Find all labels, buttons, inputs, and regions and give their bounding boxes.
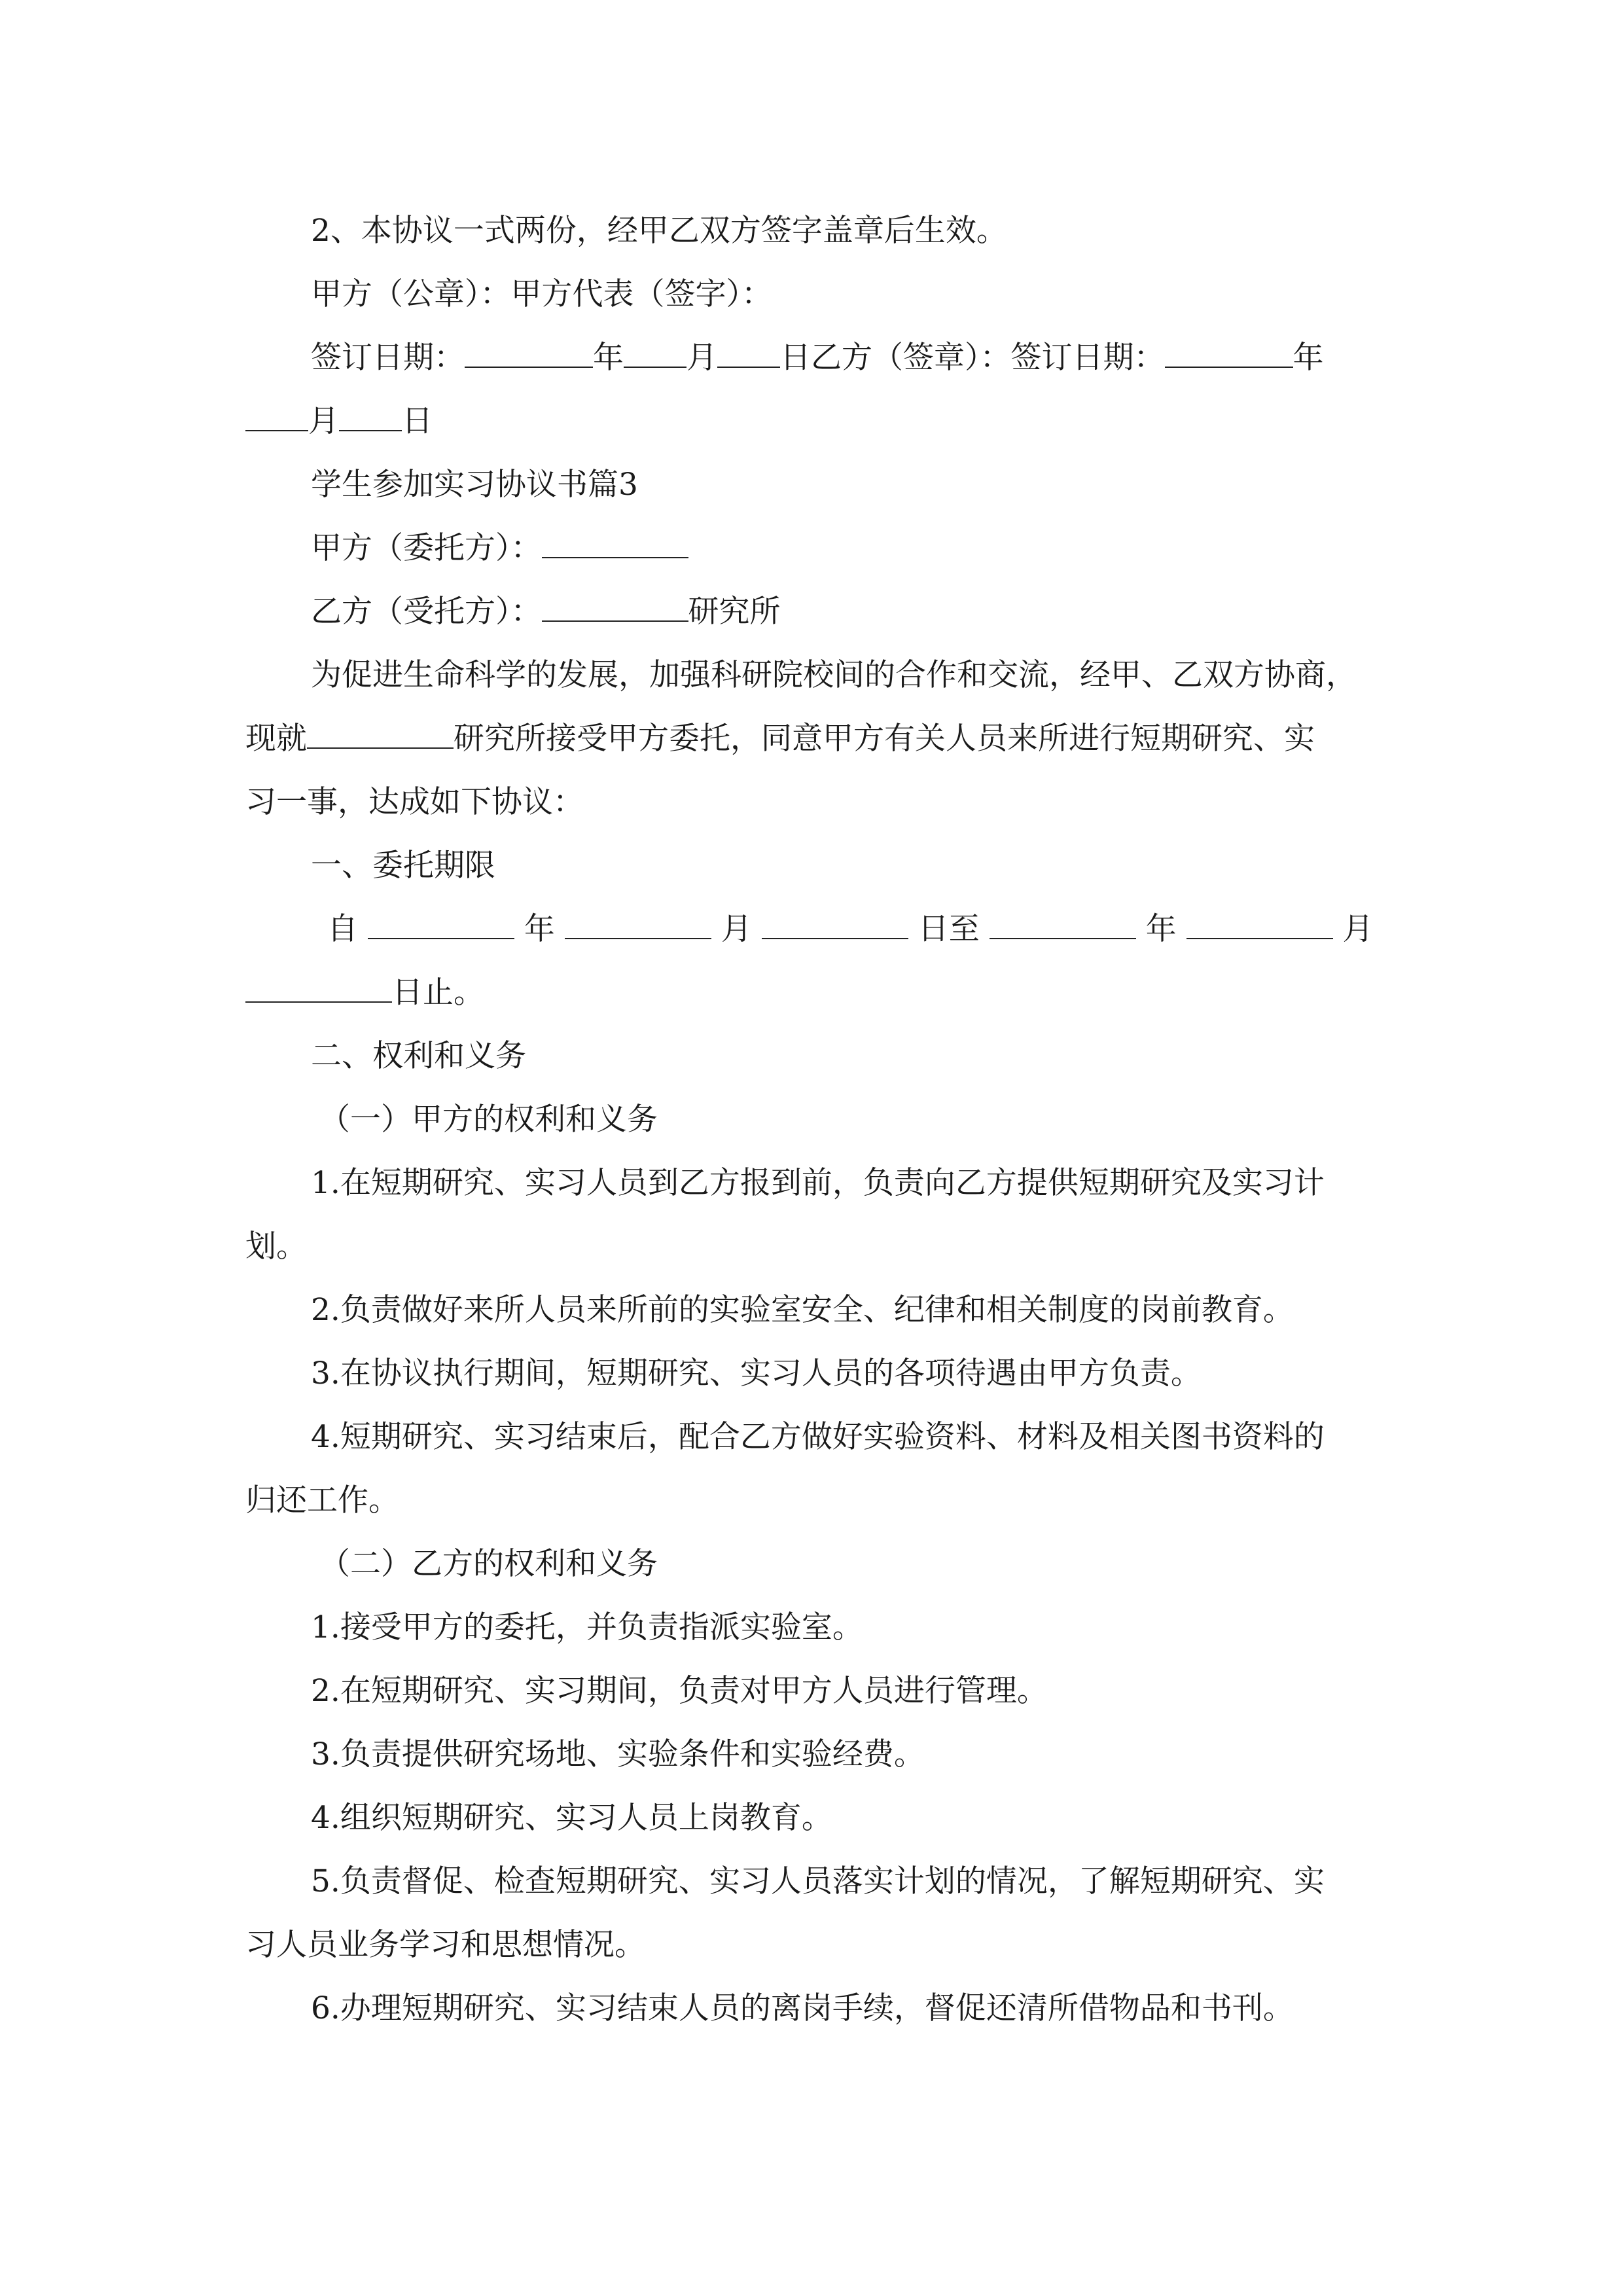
term-dates-line: 自 年 月 日至 年 月 — [327, 911, 1374, 947]
heading-term: 一、委托期限 — [311, 848, 495, 884]
blank — [245, 974, 392, 1003]
blank — [762, 910, 908, 939]
party-a-item: 1.在短期研究、实习人员到乙方报到前，负责向乙方提供短期研究及实习计 — [311, 1165, 1325, 1201]
blank — [1186, 910, 1333, 939]
blank — [465, 339, 593, 368]
party-a-item-cont: 划。 — [245, 1229, 307, 1265]
term-dates-line-cont: 日止。 — [245, 973, 484, 1013]
party-b-item: 2.在短期研究、实习期间，负责对甲方人员进行管理。 — [311, 1673, 1048, 1709]
blank — [307, 720, 454, 749]
blank — [1165, 339, 1293, 368]
party-b-item: 3.负责提供研究场地、实验条件和实验经费。 — [311, 1736, 925, 1772]
party-b-line: 乙方（受托方）： 研究所 — [311, 594, 781, 630]
signing-date-line-cont: 月 日 — [245, 402, 433, 441]
party-a-item-cont: 归还工作。 — [245, 1482, 399, 1518]
preamble-line: 现就 研究所接受甲方委托，同意甲方有关人员来所进行短期研究、实 — [245, 721, 1315, 757]
subheading-party-a: （一）甲方的权利和义务 — [319, 1102, 658, 1138]
party-b-item: 6.办理短期研究、实习结束人员的离岗手续，督促还清所借物品和书刊。 — [311, 1990, 1294, 2026]
blank — [368, 910, 514, 939]
blank — [245, 403, 308, 431]
blank — [990, 910, 1136, 939]
subheading-party-b: （二）乙方的权利和义务 — [319, 1546, 658, 1582]
blank — [717, 339, 780, 368]
party-b-item-cont: 习人员业务学习和思想情况。 — [245, 1927, 645, 1963]
party-a-item: 4.短期研究、实习结束后，配合乙方做好实验资料、材料及相关图书资料的 — [311, 1419, 1325, 1455]
blank — [339, 403, 402, 431]
party-b-item: 4.组织短期研究、实习人员上岗教育。 — [311, 1800, 832, 1836]
clause-effectiveness: 2、本协议一式两份，经甲乙双方签字盖章后生效。 — [311, 213, 1007, 249]
preamble-line: 习一事，达成如下协议： — [245, 784, 584, 820]
blank — [542, 593, 688, 622]
signing-date-line: 签订日期： 年 月 日乙方（签章）：签订日期： 年 — [311, 340, 1324, 376]
blank — [565, 910, 711, 939]
party-a-line: 甲方（委托方）： — [311, 529, 688, 568]
party-b-item: 1.接受甲方的委托，并负责指派实验室。 — [311, 1609, 863, 1645]
party-a-seal-line: 甲方（公章）：甲方代表（签字）： — [311, 276, 772, 312]
blank — [624, 339, 687, 368]
heading-rights: 二、权利和义务 — [311, 1038, 526, 1074]
blank — [542, 529, 688, 558]
section-title: 学生参加实习协议书篇3 — [311, 467, 638, 503]
party-a-item: 2.负责做好来所人员来所前的实验室安全、纪律和相关制度的岗前教育。 — [311, 1292, 1294, 1328]
party-b-item: 5.负责督促、检查短期研究、实习人员落实计划的情况，了解短期研究、实 — [311, 1863, 1325, 1899]
party-a-item: 3.在协议执行期间，短期研究、实习人员的各项待遇由甲方负责。 — [311, 1355, 1202, 1391]
preamble-line: 为促进生命科学的发展，加强科研院校间的合作和交流，经甲、乙双方协商， — [311, 657, 1357, 693]
